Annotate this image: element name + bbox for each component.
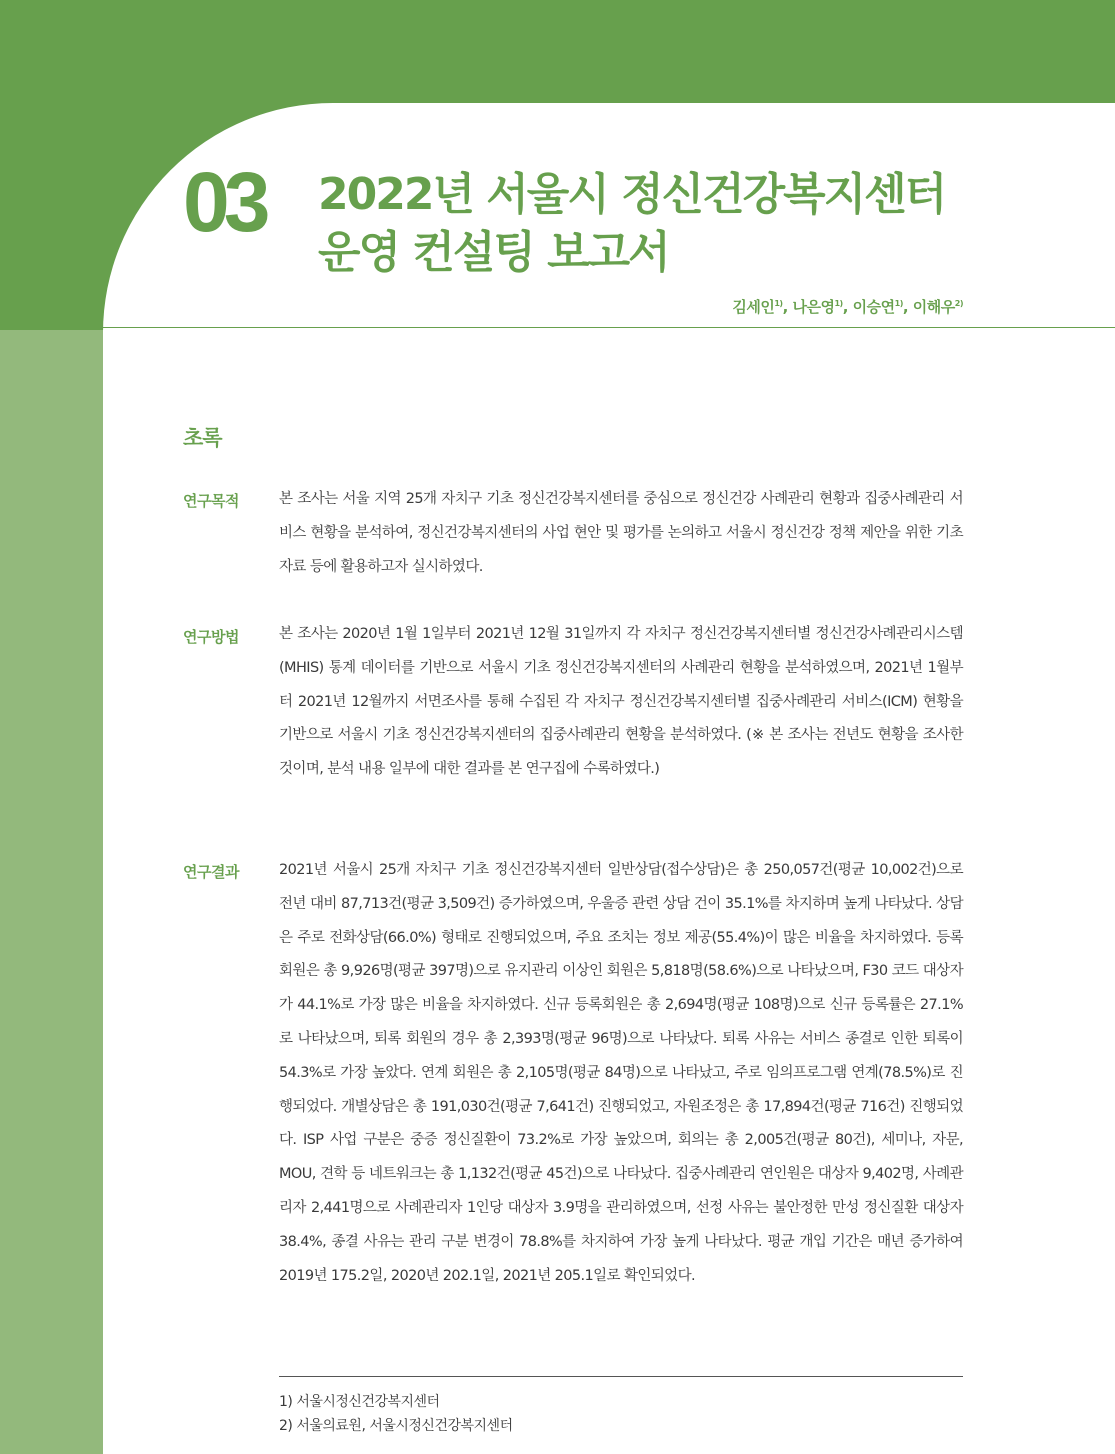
author-affiliation-mark: 1): [834, 299, 843, 308]
footnote-2: 2) 서울의료원, 서울시정신건강복지센터: [279, 1418, 513, 1434]
footnote-1: 1) 서울시정신건강복지센터: [279, 1394, 440, 1410]
footnote-divider: [279, 1376, 963, 1377]
title-line-1: 2022년 서울시 정신건강복지센터: [318, 169, 946, 220]
section-label-results: 연구결과: [183, 863, 239, 881]
side-band: [0, 330, 103, 1454]
author-list: 김세인$^{1)}$, 나은영$^{1)}$, 이승연$^{1)}$, 이해우$^{2)}$: [732, 298, 963, 316]
chapter-number: 03: [183, 155, 265, 249]
author-name: 이해우: [912, 298, 955, 316]
author-name: 나은영: [792, 298, 835, 316]
section-label-method: 연구방법: [183, 628, 239, 646]
header-divider: [103, 327, 1115, 328]
section-label-purpose: 연구목적: [183, 492, 239, 510]
author-affiliation-mark: 2): [954, 299, 963, 308]
author-affiliation-mark: 1): [894, 299, 903, 308]
abstract-heading: 초록: [183, 426, 222, 450]
section-body-results: 2021년 서울시 25개 자치구 기초 정신건강복지센터 일반상담(접수상담)은 총 250,057건(평균 10,002건)으로 전년 대비 87,713건(평균 3,509건) 증가하였으며, 우울증 관련 상담 건이 35.1%를 차지하며 높게 나타났다. 상담은 주로 전화상담(66.0%) 형태로 진행되었으며, 주요 조치는 정보 제공(55.4%)이 많은 비율을 차지하였다. 등록회원은 총 9,926명(평균 397명)으로 유지관리 이상인 회원은 5,818명(58.6%)으로 나타났으며, F30 코드 대상자가 44.1%로 가장 많은 비율을 차지하였다. 신규 등록회원은 총 2,694명(평균 108명)으로 신규 등록률은 27.1%로 나타났으며, 퇴록 회원의 경우 총 2,393명(평균 96명)으로 나타났다. 퇴록 사유는 서비스 종결로 인한 퇴록이 54.3%로 가장 높았다. 연계 회원은 총 2,105명(평균 84명)으로 나타났고, 주로 임의프로그램 연계(78.5%)로 진행되었다. 개별상담은 총 191,030건(평균 7,641건) 진행되었고, 자원조정은 총 17,894건(평균 716건) 진행되었다. ISP 사업 구분은 중증 정신질환이 73.2%로 가장 높았으며, 회의는 총 2,005건(평균 80건), 세미나, 자문, MOU, 견학 등 네트워크는 총 1,132건(평균 45건)으로 나타났다. 집중사례관리 연인원은 대상자 9,402명, 사례관리자 2,441명으로 사례관리자 1인당 대상자 3.9명을 관리하였으며, 선정 사유는 불안정한 만성 정신질환 대상자 38.4%, 종결 사유는 관리 구분 변경이 78.8%를 차지하여 가장 높게 나타났다. 평균 개입 기간은 매년 증가하여 2019년 175.2일, 2020년 202.1일, 2021년 205.1일로 확인되었다.: [279, 862, 963, 1284]
author-name: 김세인: [732, 298, 775, 316]
author-affiliation-mark: 1): [774, 299, 783, 308]
section-body-purpose: 본 조사는 서울 지역 25개 자치구 기초 정신건강복지센터를 중심으로 정신건강 사례관리 현황과 집중사례관리 서비스 현황을 분석하여, 정신건강복지센터의 사업 현안 및 평가를 논의하고 서울시 정신건강 정책 제안을 위한 기초자료 등에 활용하고자 실시하였다.: [279, 491, 963, 575]
author-name: 이승연: [852, 298, 895, 316]
title-line-2: 운영 컨설팅 보고서: [318, 227, 669, 278]
paper-title: [318, 166, 1018, 282]
section-body-method: 본 조사는 2020년 1월 1일부터 2021년 12월 31일까지 각 자치구 정신건강복지센터별 정신건강사례관리시스템(MHIS) 통계 데이터를 기반으로 서울시 기초 정신건강복지센터의 사례관리 현황을 분석하였으며, 2021년 1월부터 2021년 12월까지 서면조사를 통해 수집된 각 자치구 정신건강복지센터별 집중사례관리 서비스(ICM) 현황을 기반으로 서울시 기초 정신건강복지센터의 집중사례관리 현황을 분석하였다. (※ 본 조사는 전년도 현황을 조사한 것이며, 분석 내용 일부에 대한 결과를 본 연구집에 수록하였다.): [279, 626, 963, 778]
